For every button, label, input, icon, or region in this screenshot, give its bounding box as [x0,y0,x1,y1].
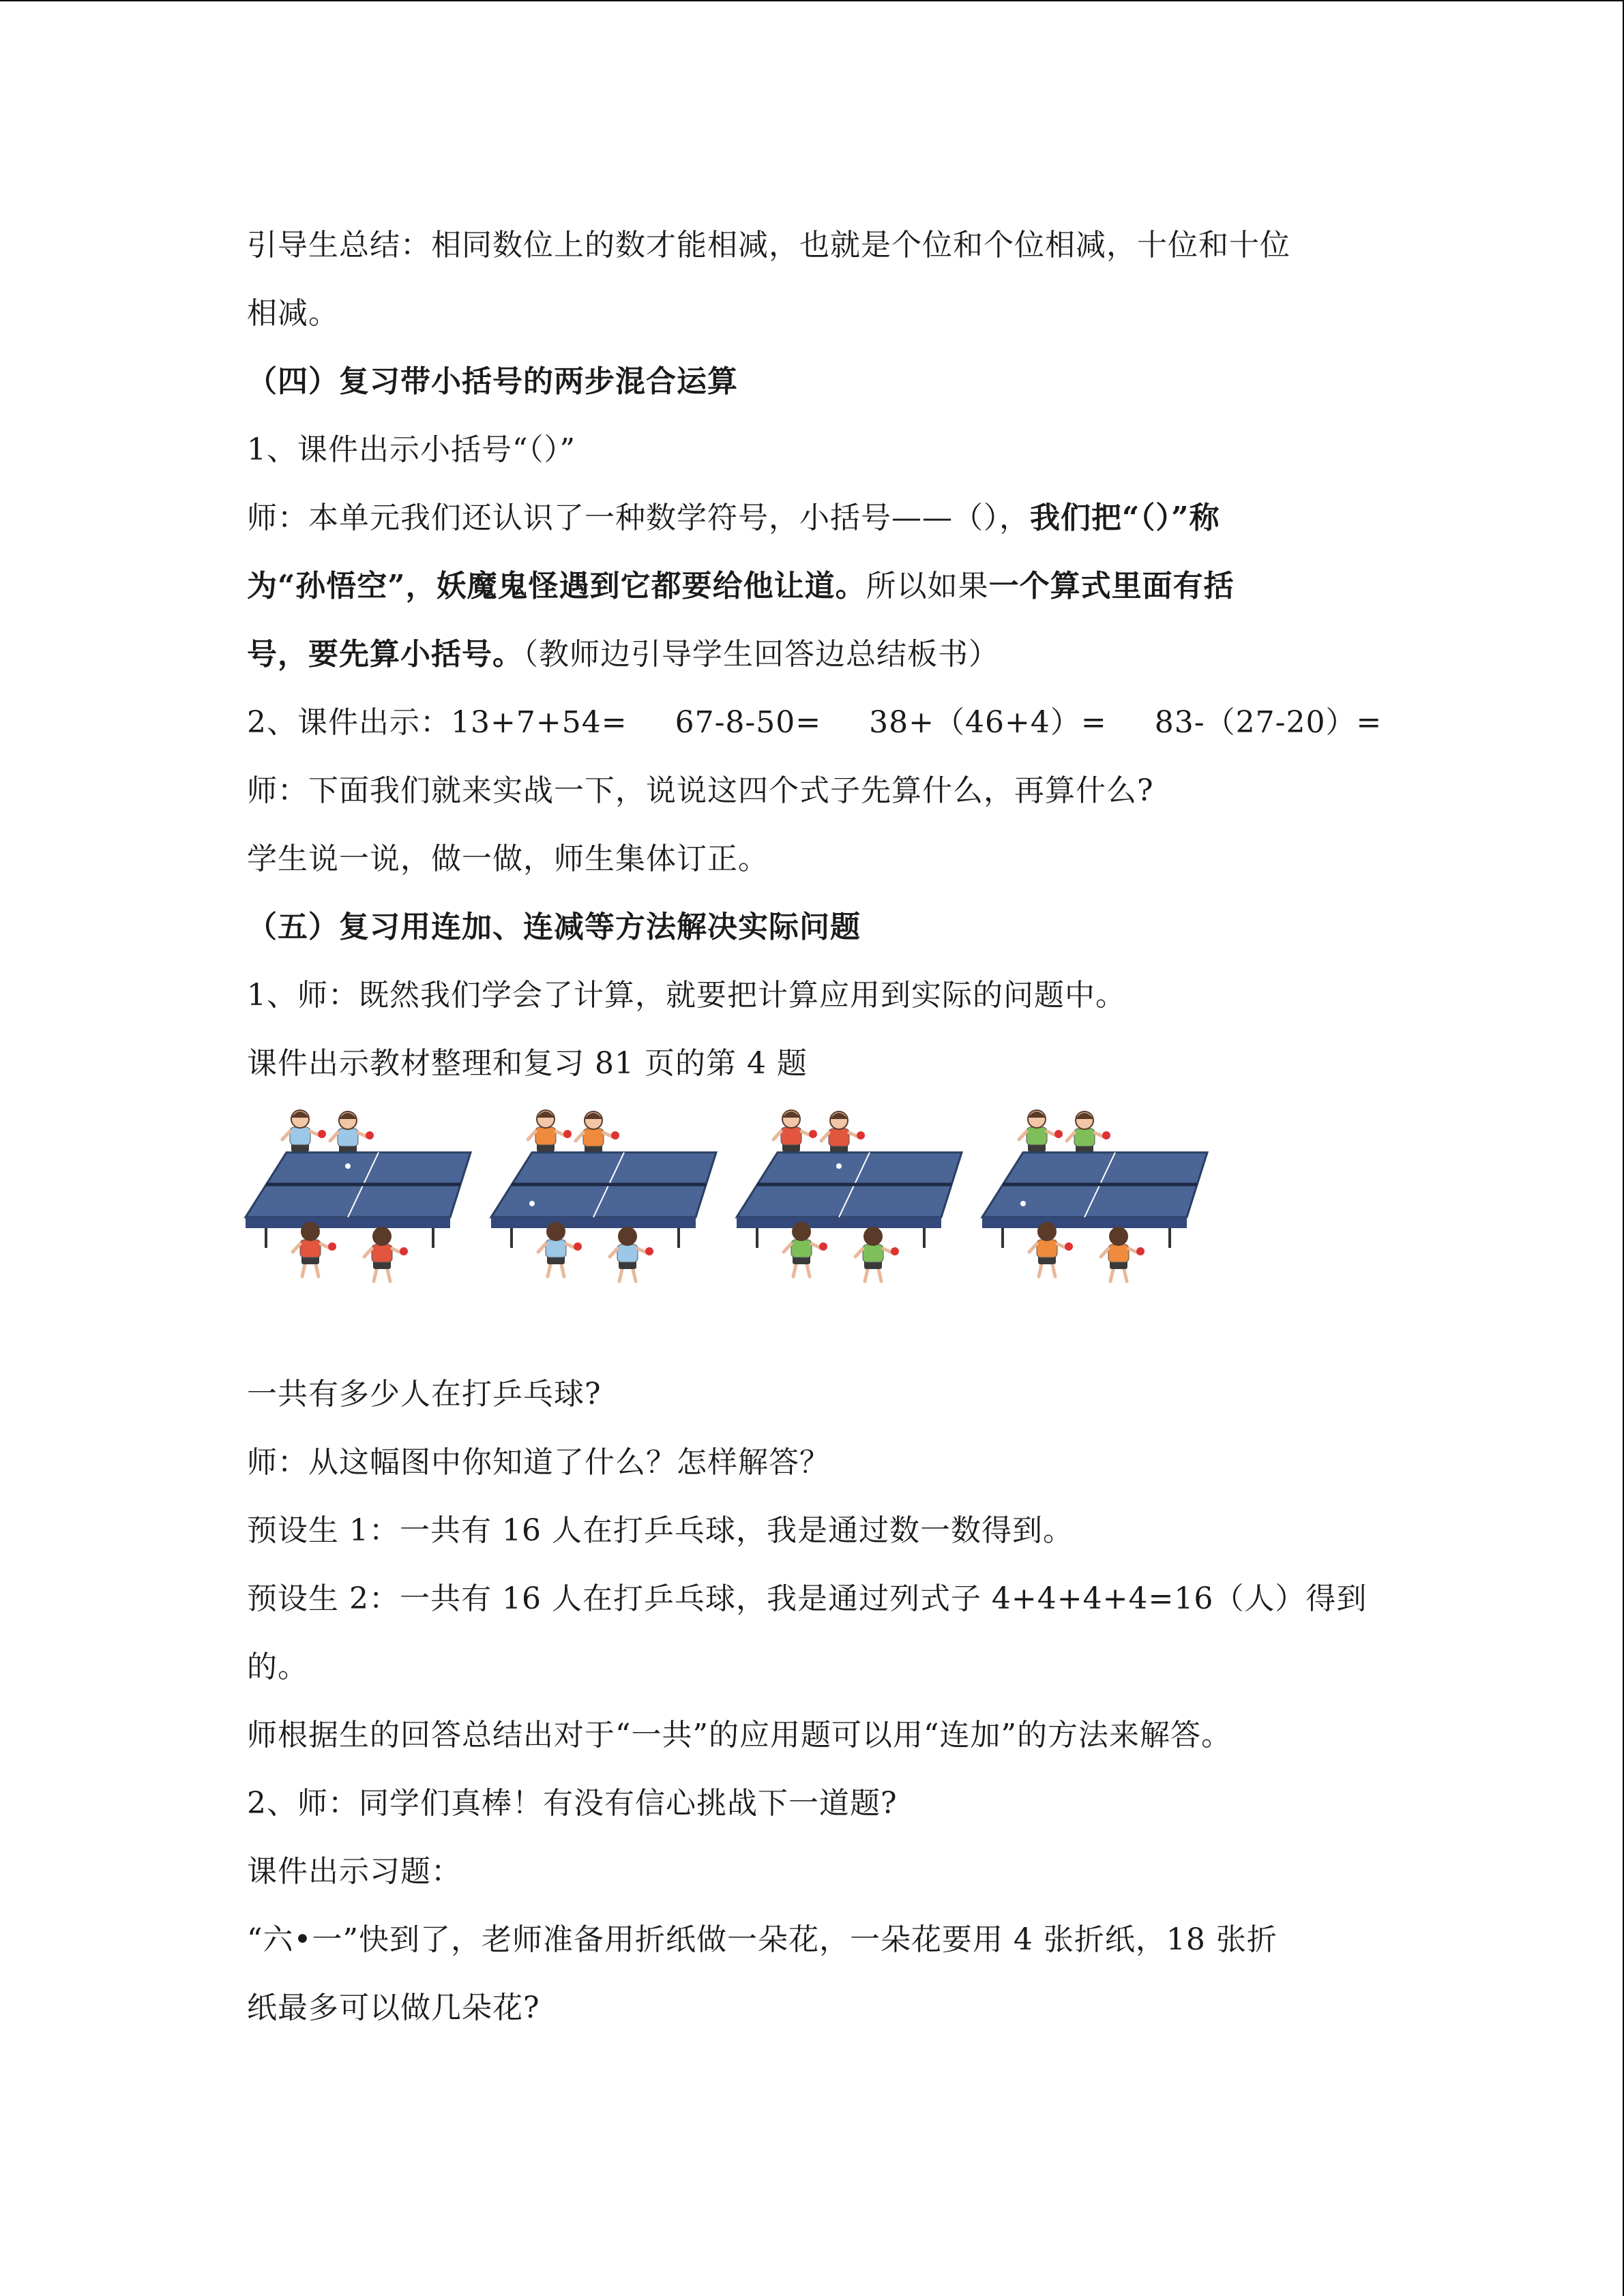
bold-text-run: 一个算式里面有括 [988,569,1235,603]
text-run: 师：本单元我们还认识了一种数学符号，小括号——（）， [247,501,1030,535]
section-heading-4: （四）复习带小括号的两步混合运算 [247,364,738,399]
player-near-right [855,1227,899,1281]
player-near-right [364,1227,408,1281]
document-body-continued [247,1360,1368,2042]
player-near-left [293,1223,336,1277]
player-near-right [1101,1227,1145,1281]
bold-text-run: 为“孙悟空”，妖魔鬼怪遇到它都要给他让道。 [247,569,866,603]
ping-pong-ball [1020,1201,1026,1206]
paragraph-line: 师根据生的回答总结出对于“一共”的应用题可以用“连加”的方法来解答。 [247,1718,1232,1753]
paragraph-line: 1、课件出示小括号“（）” [247,432,576,467]
bold-text-run: 号，要先算小括号。 [247,637,523,672]
table-edge [737,1217,941,1228]
paragraph-line: 纸最多可以做几朵花? [247,1991,540,2025]
paragraph-line: 1、师：既然我们学会了计算，就要把计算应用到实际的问题中。 [247,978,1126,1013]
paragraph-line: 一共有多少人在打乒乓球? [247,1377,602,1412]
paragraph-line: 相减。 [247,296,339,331]
paragraph-line: 引导生总结：相同数位上的数才能相减，也就是个位和个位相减，十位和十位 [247,228,1290,263]
paragraph-line: 师：从这幅图中你知道了什么？怎样解答？ [247,1445,830,1480]
paragraph-line: 学生说一说，做一做，师生集体订正。 [247,841,769,876]
player-near-right [610,1227,653,1281]
text-run: （教师边引导学生回答边总结板书） [523,637,999,672]
paragraph-line: 预设生 1：一共有 16 人在打乒乓球，我是通过数一数得到。 [247,1513,1074,1548]
paragraph-line: 课件出示教材整理和复习 81 页的第 4 题 [247,1046,808,1081]
section-heading-5: （五）复习用连加、连减等方法解决实际问题 [247,910,861,944]
equation-line [247,689,1383,757]
paragraph-line: 课件出示习题： [247,1854,462,1889]
table-edge [246,1217,450,1228]
ping-pong-ball [529,1201,535,1206]
paragraph-line [247,621,1365,689]
bold-text-run: 我们把“（）”称 [1030,501,1220,535]
table-edge [982,1217,1187,1228]
paragraph-line: “六•一”快到了，老师准备用折纸做一朵花，一朵花要用 4 张折纸，18 张折 [247,1922,1278,1957]
equation: 83-（27-20）= [1154,705,1383,740]
equation: 38+（46+4）= [869,705,1107,740]
ping-pong-tables-image [232,1101,1235,1320]
equation: 13+7+54= [451,705,628,740]
document-body [247,211,1383,1098]
ping-pong-illustration [232,1101,1235,1320]
equation: 67-8-50= [675,705,822,740]
ping-pong-ball [345,1163,351,1169]
paragraph-line: 2、师：同学们真棒！有没有信心挑战下一道题? [247,1786,898,1821]
paragraph-line [247,552,1365,621]
paragraph-line: 的。 [247,1650,308,1684]
text-run: 2、课件出示： [247,705,451,740]
paragraph-line: 师：下面我们就来实战一下，说说这四个式子先算什么，再算什么? [247,773,1154,808]
text-run: 所以如果 [866,569,989,603]
table-edge [491,1217,696,1228]
player-near-left [784,1223,827,1277]
paragraph-line: 预设生 2：一共有 16 人在打乒乓球，我是通过列式子 4+4+4+4=16（人）得到 [247,1581,1368,1616]
ping-pong-ball [836,1163,842,1169]
player-near-left [1029,1223,1073,1277]
player-near-left [538,1223,582,1277]
paragraph-line [247,484,1365,552]
